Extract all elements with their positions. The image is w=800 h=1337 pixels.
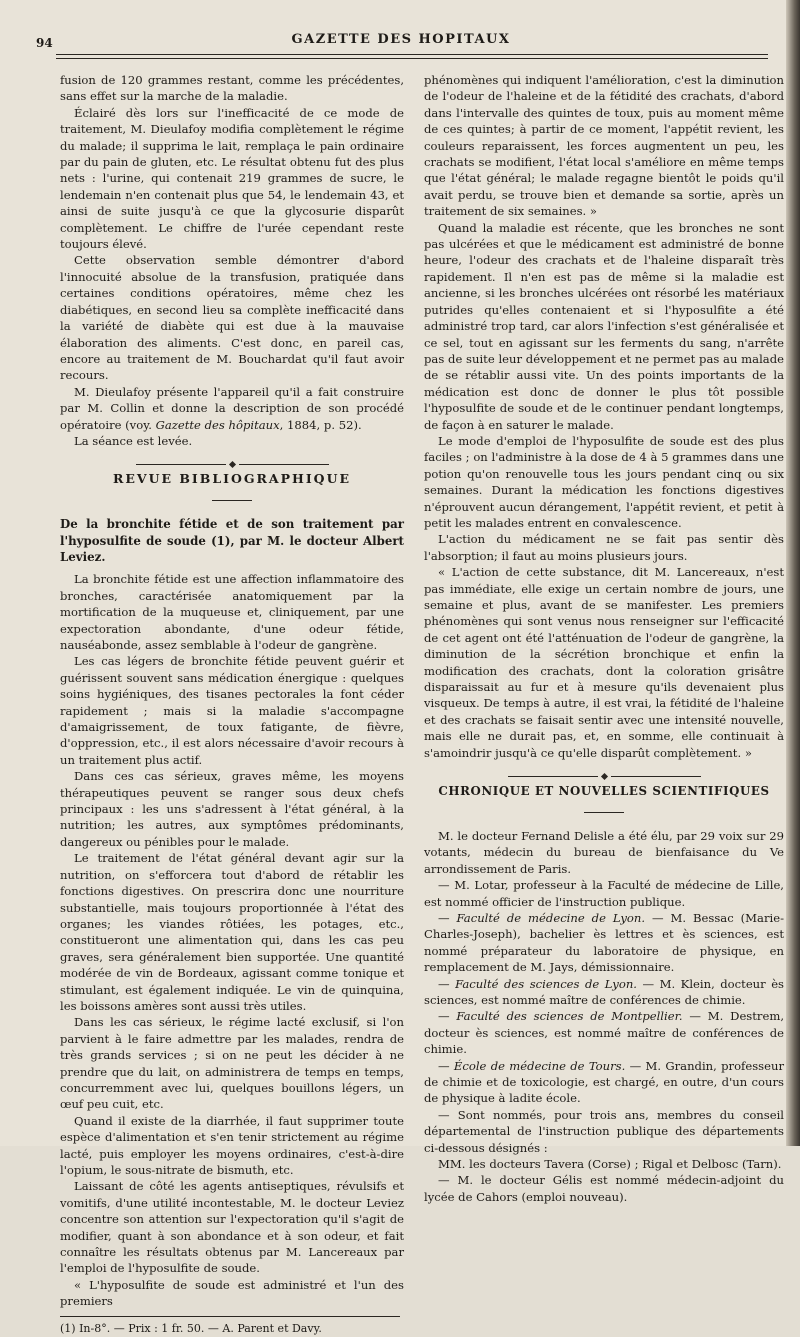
section-divider-ornament (60, 455, 404, 467)
paragraph (60, 384, 404, 433)
small-divider (60, 492, 404, 508)
news-item (424, 910, 784, 976)
news-item: M. le docteur Fernand Delisle a été élu, par 29 voix sur 29 votants, médecin du bureau de bienfaisance du Ve arrondissement de Paris. (424, 828, 784, 876)
paragraph: La bronchite fétide est une affection inflammatoire des bronches, caractérisée anatomiquement par la mortification de la muqueuse et, cliniquement, par une expectoration abondante, d'une odeur fétide, nauséabonde, assez semblable à l'odeur de gangrène. (60, 572, 404, 652)
news-item: — Sont nommés, pour trois ans, membres du conseil départemental de l'instruction publique des départements ci-dessous désignés : (424, 1107, 784, 1155)
footnote: (1) In-8°. — Prix : 1 fr. 50. — A. Parent et Davy. (60, 1321, 322, 1335)
left-column (60, 72, 404, 1337)
article-title: De la bronchite fétide et de son traitement par l'hyposulfite de soude (1), par M. le docteur Albert Leviez. (60, 517, 404, 564)
news-item (424, 976, 784, 1009)
paragraph: Les cas légers de bronchite fétide peuvent guérir et guérissent souvent sans médication énergique : quelques soins hygiéniques, des tisanes pectorales la font céder rapidement ; mais si la maladie s'accompagne d'amaigrissement, de toux fatigante, de fièvre, d'oppression, etc., il est alors nécessaire d'avoir recours à un traitement plus actif. (60, 654, 404, 767)
news-item: — M. Lotar, professeur à la Faculté de médecine de Lille, est nommé officier de l'instruction publique. (424, 878, 784, 909)
paragraph: Laissant de côté les agents antiseptiques, révulsifs et vomitifs, d'une utilité incontestable, M. le docteur Leviez concentre son attention sur l'expectoration qu'il s'agit de modifier, quant à son abondance et à son odeur, et fait connaître les résultats obtenus par M. Lancereaux par l'emploi de l'hyposulfite de soude. (60, 1179, 404, 1276)
page-header (36, 30, 766, 56)
paragraph: Quand il existe de la diarrhée, il faut supprimer toute espèce d'alimentation et s'en tenir strictement au régime lacté, puis employer les moyens ordinaires, c'est-à-dire l'opium, le sous-nitrate de bismuth, etc. (60, 1113, 404, 1177)
paragraph: Cette observation semble démontrer d'abord l'innocuité absolue de la transfusion, pratiquée dans certaines conditions opératoires, même chez les diabétiques, en second lieu sa complète inefficacité dans la variété de diabète qui est due à la mauvaise élaboration des aliments. C'est donc, en pareil cas, encore au traitement de M. Bouchardat qu'il faut avoir recours. (60, 253, 404, 383)
news-text: — M. Klein, docteur ès sciences, est nommé maître de conférences de chimie. (424, 976, 785, 1007)
paragraph: Quand la maladie est récente, que les bronches ne sont pas ulcérées et que le médicament est administré de bonne heure, l'odeur des crachats et de l'haleine disparaît très rapidement. Il n'en est pas de même si la maladie est ancienne, si les bronches ulcérées ont résorbé les matériaux putrides qu'elles contenaient et si l'hyposulfite a été administré trop tard, car alors l'infection s'est généralisée et ce sel, tout en agissant sur les ferments du sang, n'arrête pas de suite leur développement et ne permet pas au malade de se rétablir aussi vite. Un des points importants de la médication est donc de donner le plus tôt possible l'hyposulfite de soude et de le continuer pendant longtemps, de façon à en saturer le malade. (424, 220, 784, 432)
paragraph: Le traitement de l'état général devant agir sur la nutrition, on s'efforcera tout d'abord de rétablir les fonctions digestives. On prescrira donc une nourriture substantielle, mais toujours proportionnée à l'état des organes; les viandes rôtiées, les potages, etc., constitueront une alimentation qui, dans les cas peu graves, sera généralement bien supportée. Une quantité modérée de vin de Bordeaux, agissant comme tonique et stimulant, est également indiquée. Le vin de quinquina, les boissons amères sont aussi très utiles. (60, 851, 404, 1013)
journal-reference: Gazette des hôpitaux (155, 417, 280, 432)
section-title-chronique: CHRONIQUE ET NOUVELLES SCIENTIFIQUES (438, 784, 770, 799)
news-heading: — Faculté de médecine de Lyon. (438, 910, 646, 925)
section-divider-ornament (424, 767, 784, 779)
paragraph: La séance est levée. (74, 433, 193, 448)
news-heading: — Faculté des sciences de Lyon. (438, 976, 637, 991)
news-item (424, 1008, 784, 1057)
paragraph: Dans les cas sérieux, le régime lacté exclusif, si l'on parvient à le faire admettre par les malades, rendra de très grands services ; si on ne peut les décider à ne prendre que du lait, on administrera de temps en temps, concurremment avec lui, quelques bouillons légers, un œuf peu cuit, etc. (60, 1015, 404, 1112)
paragraph: « L'action de cette substance, dit M. Lancereaux, n'est pas immédiate, elle exige un certain nombre de jours, une semaine et plus, avant de se manifester. Les premiers phénomènes qui sont venus nous renseigner sur l'efficacité de cet agent ont été l'atténuation de l'odeur de gangrène, la diminution de la sécrétion bronchique et enfin la modification des crachats, dont la coloration grisâtre disparaissait au fur et à mesure qu'ils devenaient plus visqueux. De temps à autre, il est vrai, la fétidité de l'haleine et des crachats se faisait sentir avec une intensité nouvelle, mais elle ne durait pas, et, en somme, elle continuait à s'amoindrir jusqu'à ce qu'elle disparût complètement. » (424, 565, 784, 760)
paragraph: Éclairé dès lors sur l'inefficacité de ce mode de traitement, M. Dieulafoy modifia complètement le régime du malade; il supprima le lait, remplaça le pain ordinaire par du pain de gluten, etc. Le résultat obtenu fut des plus nets : l'urine, qui contenait 219 grammes de sucre, le lendemain n'en contenait plus que 54, le lendemain 43, et ainsi de suite jusqu'à ce que la glycosurie disparût complètement. Le chiffre de l'urée cependant reste toujours élevé. (60, 105, 404, 252)
news-item: MM. les docteurs Tavera (Corse) ; Rigal et Delbosc (Tarn). (438, 1157, 782, 1171)
header-double-rule (56, 54, 768, 59)
paragraph: Dans ces cas sérieux, graves même, les moyens thérapeutiques peuvent se ranger sous deux chefs principaux : les uns s'adressent à l'état général, à la nutrition; les autres, aux symptômes prédominants, dangereux ou pénibles pour le malade. (60, 769, 404, 849)
paragraph-text: M. Dieulafoy présente l'appareil qu'il a fait construire par M. Collin et donne la description de son procédé opératoire (voy. (60, 384, 404, 432)
news-text: — M. Bessac (Marie-Charles-Joseph), bachelier ès lettres et ès sciences, est nommé préparateur du laboratoire de physique, en remplacement de M. Jays, démissionnaire. (424, 910, 784, 975)
small-divider (424, 803, 784, 819)
news-heading: — École de médecine de Tours. (438, 1058, 626, 1073)
news-item (424, 1058, 784, 1107)
paragraph: Le mode d'emploi de l'hyposulfite de soude est des plus faciles ; on l'administre à la dose de 4 à 5 grammes dans une potion qu'on renouvelle tous les jours pendant cinq ou six semaines. Durant la médication les fonctions digestives n'éprouvent aucun dérangement, l'appétit revient, et petit à petit les malades entrent en convalescence. (424, 433, 784, 530)
right-column (424, 72, 784, 1205)
journal-title: GAZETTE DES HOPITAUX (291, 32, 511, 47)
news-item: — M. le docteur Gélis est nommé médecin-adjoint du lycée de Cahors (emploi nouveau). (424, 1173, 784, 1204)
paragraph: phénomènes qui indiquent l'amélioration, c'est la diminution de l'odeur de l'haleine et de la fétidité des crachats, d'abord dans l'intervalle des quintes de toux, puis au moment même de ces quintes; à partir de ce moment, l'appétit revient, les couleurs reparaissent, les forces augmentent un peu, les crachats se modifient, l'état local s'améliore en même temps que l'état général; le malade regagne bientôt le poids qu'il avait perdu, se trouve bien et demande sa sortie, après un traitement de six semaines. » (424, 73, 784, 219)
section-title-revue: REVUE BIBLIOGRAPHIQUE (112, 471, 352, 487)
paragraph-text: , 1884, p. 52). (279, 417, 362, 432)
news-heading: — Faculté des sciences de Montpellier. (438, 1009, 683, 1024)
paragraph: L'action du médicament ne se fait pas sentir dès l'absorption; il faut au moins plusieurs jours. (424, 532, 784, 563)
paragraph: fusion de 120 grammes restant, comme les précédentes, sans effet sur la marche de la maladie. (60, 73, 404, 104)
page-binding-shadow (786, 0, 800, 1146)
paragraph: « L'hyposulfite de soude est administré et l'un des premiers (60, 1277, 404, 1309)
footnote-rule (60, 1316, 400, 1317)
news-text: — M. Destrem, docteur ès sciences, est nommé maître de conférences de chimie. (424, 1009, 784, 1057)
page-number: 94 (36, 36, 53, 50)
news-text: — M. Grandin, professeur de chimie et de toxicologie, est chargé, en outre, d'un cours de physique à ladite école. (424, 1058, 784, 1106)
